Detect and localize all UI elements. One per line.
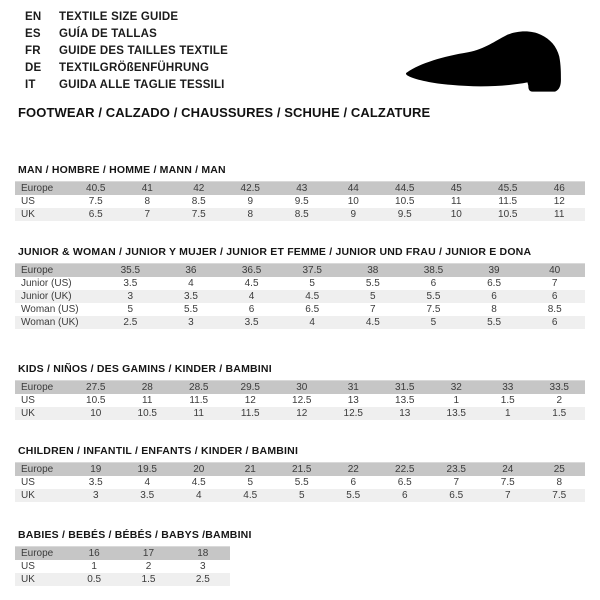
row-label: Woman (US) [21,304,79,315]
table-row [15,547,230,560]
size-cell: 4 [144,477,151,488]
section-junior-woman [15,246,600,329]
language-code: IT [25,79,36,91]
size-table-junior-woman [15,263,585,329]
table-row [15,277,585,290]
size-cell: 8 [144,196,151,207]
language-code: ES [25,28,41,40]
size-cell: 5 [127,304,134,315]
size-cell: 28.5 [189,382,209,393]
size-cell: 3.5 [140,490,155,501]
size-cell: 11 [554,209,565,220]
size-cell: 5 [430,317,437,328]
size-cell: 1.5 [141,574,156,585]
row-label: Woman (UK) [21,317,79,328]
section-title: KIDS / NIÑOS / DES GAMINS / KINDER / BAMBINI [18,363,272,375]
size-cell: 13.5 [395,395,415,406]
table-row [15,407,585,420]
size-cell: 4 [195,490,202,501]
size-cell: 11.5 [189,395,209,406]
size-cell: 45.5 [498,183,518,194]
size-cell: 5.5 [365,278,380,289]
size-cell: 37.5 [302,265,322,276]
size-cell: 32 [450,382,462,393]
size-cell: 13.5 [446,408,466,419]
size-cell: 1.5 [552,408,567,419]
size-cell: 4.5 [243,490,258,501]
size-cell: 7 [551,278,558,289]
size-cell: 6 [551,317,558,328]
row-label: UK [21,490,35,501]
size-cell: 4 [188,278,194,289]
size-cell: 27.5 [86,382,106,393]
table-row [15,381,585,394]
size-cell: 4.5 [191,477,206,488]
size-cell: 13 [347,395,359,406]
table-row [15,573,230,586]
size-cell: 44.5 [395,183,415,194]
size-cell: 23.5 [446,464,466,475]
size-cell: 11 [193,408,204,419]
row-label: Europe [21,382,54,393]
section-title: CHILDREN / INFANTIL / ENFANTS / KINDER / BAMBINI [18,445,299,457]
section-children [15,445,600,502]
size-cell: 33.5 [549,382,569,393]
size-cell: 8 [247,209,254,220]
size-tables [0,164,600,586]
size-cell: 8.5 [547,304,562,315]
size-cell: 2 [556,395,563,406]
size-cell: 6 [551,291,558,302]
size-cell: 12 [296,408,308,419]
size-cell: 46 [553,183,565,194]
size-cell: 29.5 [240,382,260,393]
table-row [15,316,585,329]
section-title: JUNIOR & WOMAN / JUNIOR Y MUJER / JUNIOR ET FEMME / JUNIOR UND FRAU / JUNIOR E DONA [18,246,532,258]
size-cell: 10.5 [395,196,415,207]
size-cell: 30 [296,382,308,393]
size-cell: 5.5 [346,490,361,501]
table-row [15,182,585,195]
size-cell: 42 [193,183,205,194]
size-cell: 11 [451,196,462,207]
size-cell: 11.5 [240,408,260,419]
size-cell: 10.5 [86,395,106,406]
size-cell: 5 [298,490,305,501]
size-cell: 9 [247,196,254,207]
size-cell: 40.5 [86,183,106,194]
size-cell: 5.5 [487,317,502,328]
size-cell: 40 [549,265,561,276]
table-row [15,489,585,502]
size-cell: 10.5 [498,209,518,220]
size-cell: 8.5 [191,196,206,207]
size-cell: 31.5 [395,382,415,393]
size-cell: 7.5 [500,477,515,488]
size-cell: 10 [90,408,102,419]
size-cell: 18 [197,548,209,559]
row-label: US [21,561,35,572]
section-kids [15,363,600,420]
size-cell: 6.5 [449,490,464,501]
size-cell: 42.5 [240,183,260,194]
size-cell: 3 [127,291,134,302]
category-title: FOOTWEAR / CALZADO / CHAUSSURES / SCHUHE / CALZATURE [18,105,431,120]
language-code: FR [25,45,41,57]
size-table-man [15,181,585,221]
size-cell: 11 [142,395,153,406]
size-cell: 5 [309,278,315,289]
size-cell: 22.5 [395,464,415,475]
row-label: UK [21,408,35,419]
section-title: MAN / HOMBRE / HOMME / MANN / MAN [18,164,226,176]
size-cell: 5 [370,291,376,302]
table-row [15,463,585,476]
size-cell: 6 [248,304,255,315]
size-cell: 36 [185,265,197,276]
size-cell: 4 [309,317,315,328]
size-cell: 38 [367,265,379,276]
size-cell: 44 [347,183,359,194]
table-row [15,290,585,303]
row-label: Junior (UK) [21,291,72,302]
table-row [15,303,585,316]
size-cell: 19 [90,464,102,475]
size-cell: 1.5 [500,395,515,406]
size-cell: 41 [141,183,153,194]
size-cell: 2.5 [195,574,210,585]
size-cell: 43 [296,183,308,194]
size-cell: 28 [141,382,153,393]
size-cell: 0.5 [87,574,102,585]
row-label: US [21,395,35,406]
size-cell: 10 [347,196,359,207]
row-label: UK [21,209,35,220]
size-cell: 3 [200,561,206,572]
language-code: DE [25,62,42,74]
size-cell: 4.5 [365,317,380,328]
table-row [15,264,585,277]
size-cell: 12 [553,196,565,207]
size-cell: 2.5 [123,317,138,328]
size-cell: 24 [502,464,514,475]
size-cell: 4.5 [244,278,259,289]
size-table-children [15,462,585,502]
section-title: BABIES / BEBÉS / BÉBÉS / BABYS /BAMBINI [18,529,252,541]
size-cell: 7 [370,304,376,315]
size-cell: 25 [553,464,565,475]
row-label: Europe [21,548,54,559]
language-label: GUIDE DES TAILLES TEXTILE [59,45,228,57]
size-cell: 8 [491,304,497,315]
size-cell: 10 [450,209,462,220]
row-label: US [21,196,35,207]
size-cell: 3.5 [88,477,103,488]
size-cell: 20 [193,464,205,475]
size-cell: 5.5 [294,477,309,488]
size-cell: 4.5 [305,291,320,302]
header [0,0,600,120]
size-cell: 8 [556,477,563,488]
size-cell: 6.5 [487,278,502,289]
language-code: EN [25,11,42,23]
row-label: Europe [21,464,54,475]
size-cell: 33 [502,382,514,393]
size-cell: 7 [453,477,460,488]
row-label: Junior (US) [21,278,72,289]
size-cell: 13 [399,408,411,419]
size-cell: 2 [145,561,152,572]
size-cell: 6 [430,278,437,289]
row-label: UK [21,574,35,585]
size-cell: 7.5 [426,304,441,315]
size-cell: 19.5 [137,464,157,475]
size-cell: 8.5 [294,209,309,220]
size-cell: 39 [488,265,500,276]
size-cell: 3.5 [123,278,138,289]
size-cell: 6.5 [88,209,103,220]
size-cell: 21 [244,464,256,475]
size-cell: 36.5 [241,265,262,276]
row-label: US [21,477,35,488]
size-cell: 35.5 [120,265,141,276]
size-cell: 7 [144,209,151,220]
size-cell: 12.5 [343,408,363,419]
table-row [15,208,585,221]
size-cell: 10.5 [137,408,157,419]
language-label: GUÍA DE TALLAS [59,28,157,40]
size-cell: 38.5 [423,265,444,276]
size-cell: 7.5 [191,209,206,220]
table-row [15,560,230,573]
size-cell: 16 [88,548,100,559]
size-table-babies [15,546,230,586]
table-row [15,195,585,208]
size-cell: 9.5 [397,209,412,220]
size-table-kids [15,380,585,420]
table-row [15,476,585,489]
size-cell: 6.5 [397,477,412,488]
size-cell: 7 [504,490,511,501]
size-cell: 22 [347,464,359,475]
size-cell: 5.5 [426,291,441,302]
section-babies [15,529,600,586]
size-cell: 1 [504,408,511,419]
size-cell: 45 [450,183,462,194]
size-cell: 9 [350,209,357,220]
size-cell: 7.5 [88,196,103,207]
size-cell: 3 [188,317,194,328]
size-cell: 9.5 [294,196,309,207]
shoe-icon [390,13,588,105]
size-cell: 6 [350,477,357,488]
language-label: TEXTILGRÖßENFÜHRUNG [59,62,210,74]
size-cell: 4 [248,291,255,302]
size-cell: 1 [453,395,460,406]
size-cell: 21.5 [292,464,312,475]
size-cell: 6.5 [305,304,320,315]
size-cell: 7.5 [552,490,567,501]
size-cell: 3.5 [244,317,259,328]
size-cell: 3 [92,490,99,501]
size-cell: 11.5 [498,196,518,207]
size-cell: 31 [347,382,359,393]
language-label: TEXTILE SIZE GUIDE [59,11,179,23]
size-cell: 5.5 [183,304,198,315]
row-label: Europe [21,183,54,194]
row-label: Europe [21,265,54,276]
language-label: GUIDA ALLE TAGLIE TESSILI [59,79,225,91]
size-cell: 12 [244,395,256,406]
size-cell: 1 [91,561,97,572]
size-cell: 6 [401,490,408,501]
table-row [15,394,585,407]
size-cell: 17 [142,548,155,559]
section-man [15,164,600,221]
size-cell: 12.5 [292,395,312,406]
size-cell: 6 [491,291,497,302]
size-cell: 3.5 [183,291,198,302]
size-cell: 5 [247,477,254,488]
